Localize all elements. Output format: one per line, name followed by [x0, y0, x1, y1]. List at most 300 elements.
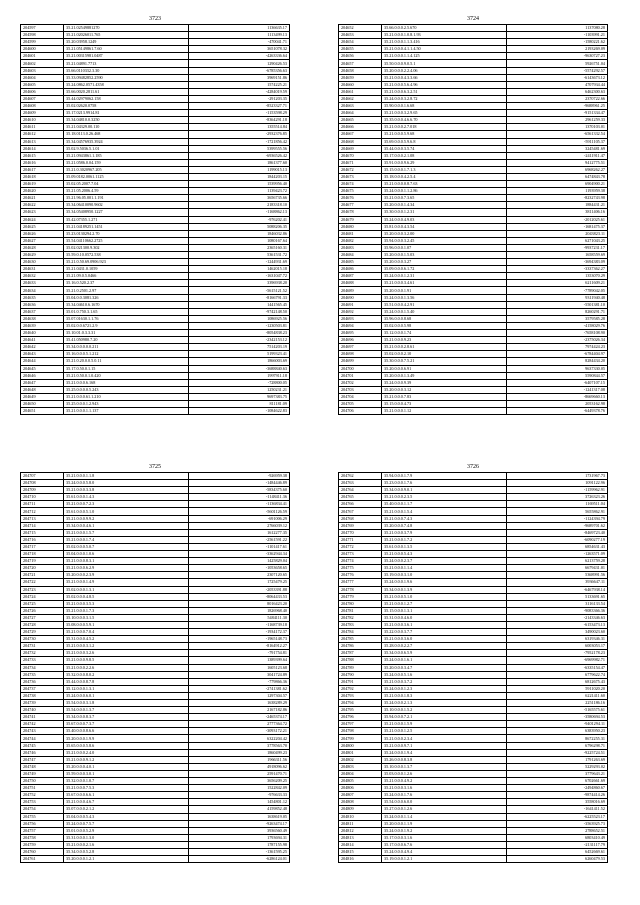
- table-row: [339, 529, 608, 536]
- amount-cell: -8164912.27: [189, 643, 290, 650]
- code-cell: 35.25.0.0.0.1.2.943: [64, 400, 189, 407]
- table-row: [339, 756, 608, 763]
- code-cell: 35.20.0.0.0.1.4.34: [382, 202, 507, 209]
- table-row: [21, 707, 290, 714]
- table-row: [21, 678, 290, 685]
- table-row: [339, 159, 608, 166]
- code-cell: 35.66.0020.2811.61: [64, 88, 189, 95]
- row-id-cell: 204800: [339, 742, 382, 749]
- row-id-cell: 204705: [339, 400, 382, 407]
- amount-cell: -791754.81: [189, 650, 290, 657]
- code-cell: 35.24.0.0.0.1.9.6: [382, 579, 507, 586]
- code-cell: 35.02.02620.0758: [64, 103, 189, 110]
- table-row: [339, 515, 608, 522]
- table-row: [21, 806, 290, 813]
- table-row: [339, 216, 608, 223]
- table-row: [21, 593, 290, 600]
- row-id-cell: 204784: [339, 629, 382, 636]
- code-cell: 35.20.0.0.0.1.9.9: [64, 735, 189, 742]
- code-cell: 35.61.0.0.0.1.3.5: [382, 543, 507, 550]
- amount-cell: 6260479.53: [507, 856, 608, 863]
- code-cell: 35.24.0.0.0.1.1.4: [382, 813, 507, 820]
- code-cell: 35.34.04576935.3924: [64, 138, 189, 145]
- table-row: [339, 25, 608, 32]
- amount-cell: -3093172.21: [189, 728, 290, 735]
- table-row: [339, 551, 608, 558]
- code-cell: 35.24.0.0.0.2.3.7: [382, 558, 507, 565]
- code-cell: 35.24.0.0.0.9.39: [382, 379, 507, 386]
- table-row: [21, 621, 290, 628]
- table-row: [339, 543, 608, 550]
- code-cell: 35.21.0.0.0.1.2.5: [382, 728, 507, 735]
- table-row: [21, 572, 290, 579]
- code-cell: 35.15.0.0.0.1.3.1: [382, 607, 507, 614]
- table-row: [21, 46, 290, 53]
- row-id-cell: 204618: [21, 173, 64, 180]
- row-id-cell: 204787: [339, 650, 382, 657]
- row-id-cell: 204803: [339, 763, 382, 770]
- amount-cell: 6968262.27: [507, 166, 608, 173]
- table-row: [21, 742, 290, 749]
- amount-cell: 1290426.53: [189, 60, 290, 67]
- amount-cell: -6785356.63: [189, 67, 290, 74]
- code-cell: 35.21.0.0.0.1.7.2: [382, 536, 507, 543]
- row-id-cell: 204702: [339, 379, 382, 386]
- amount-cell: -6449378.76: [507, 408, 608, 415]
- row-id-cell: 204657: [339, 60, 382, 67]
- table-row: [21, 756, 290, 763]
- amount-cell: 1080167.64: [189, 237, 290, 244]
- code-cell: 35.20.0.0.0.3.12: [382, 386, 507, 393]
- code-cell: 35.50.0.0.0.9.0.5.1: [382, 60, 507, 67]
- row-id-cell: 204755: [21, 813, 64, 820]
- row-id-cell: 204690: [339, 294, 382, 301]
- code-cell: 35.21.0.0.0.7.3.65: [382, 195, 507, 202]
- amount-cell: -6335154.47: [507, 664, 608, 671]
- amount-cell: -7952178.23: [507, 650, 608, 657]
- table-row: [21, 266, 290, 273]
- row-id-cell: 204644: [21, 358, 64, 365]
- row-id-cell: 204792: [339, 685, 382, 692]
- table-row: [21, 501, 290, 508]
- row-id-cell: 204779: [339, 593, 382, 600]
- row-id-cell: 204669: [339, 145, 382, 152]
- code-cell: 35.20.0.0.0.1.91: [382, 287, 507, 294]
- row-id-cell: 204791: [339, 678, 382, 685]
- code-cell: 35.35.0.0.0.4.6.6.70: [382, 117, 507, 124]
- row-id-cell: 204809: [339, 806, 382, 813]
- table-row: [21, 60, 290, 67]
- amount-cell: 5088206.35: [189, 223, 290, 230]
- code-cell: 35.20.0.0.0.3.27: [382, 259, 507, 266]
- table-row: [21, 117, 290, 124]
- amount-cell: 6221411.60: [507, 692, 608, 699]
- amount-cell: -1159962.91: [507, 487, 608, 494]
- table-row: [21, 586, 290, 593]
- row-id-cell: 204698: [339, 351, 382, 358]
- table-row: [339, 74, 608, 81]
- table-row: [339, 792, 608, 799]
- amount-cell: 5361531.72: [189, 252, 290, 259]
- code-cell: 35.24.0.0.0.1.3.56: [382, 294, 507, 301]
- code-cell: 35.21.0.0.0.5.9.68: [382, 131, 507, 138]
- code-cell: 35.21.04891.7713: [64, 60, 189, 67]
- code-cell: 35.08.0.0.0.5.9.1: [64, 621, 189, 628]
- row-id-cell: 204646: [21, 372, 64, 379]
- amount-cell: 1250231.21: [189, 386, 290, 393]
- code-cell: 35.16.0.0.0.5.1.212: [64, 351, 189, 358]
- row-id-cell: 204612: [21, 131, 64, 138]
- amount-cell: -5574292.57: [507, 67, 608, 74]
- code-cell: 35.21.0.0.0.7.83: [382, 393, 507, 400]
- amount-cell: -8064433.53: [189, 593, 290, 600]
- table-row: [339, 558, 608, 565]
- code-cell: 35.33.09482852.2590: [64, 74, 189, 81]
- row-id-cell: 204598: [21, 32, 64, 39]
- table-row: [21, 522, 290, 529]
- code-cell: 35.15.0.0.0.4.73: [382, 400, 507, 407]
- amount-cell: 1139423.72: [189, 188, 290, 195]
- code-cell: 35.04.0.0.3081.326: [64, 294, 189, 301]
- amount-cell: -8669660.13: [507, 393, 608, 400]
- table-row: [339, 344, 608, 351]
- amount-cell: -1263571.09: [507, 551, 608, 558]
- code-cell: 35.21.0.0.0.3.3.8: [64, 487, 189, 494]
- amount-cell: 3579585.28: [507, 315, 608, 322]
- row-id-cell: 204695: [339, 330, 382, 337]
- table-row: [21, 223, 290, 230]
- row-id-cell: 204663: [339, 103, 382, 110]
- row-id-cell: 204815: [339, 848, 382, 855]
- table-row: [21, 244, 290, 251]
- code-cell: 35.24.0.0.0.1.9.2: [382, 827, 507, 834]
- row-id-cell: 204672: [339, 166, 382, 173]
- amount-cell: -2411911.47: [507, 152, 608, 159]
- table-row: [21, 110, 290, 117]
- table-row: [21, 124, 290, 131]
- amount-cell: -2053391.88: [189, 586, 290, 593]
- row-id-cell: 204812: [339, 827, 382, 834]
- code-cell: 35.21.0.0.0.1.5.4: [382, 508, 507, 515]
- row-id-cell: 204724: [21, 593, 64, 600]
- row-id-cell: 204668: [339, 138, 382, 145]
- amount-cell: 1136635.17: [189, 25, 290, 32]
- code-cell: 35.21.02549881270: [64, 25, 189, 32]
- table-row: [21, 529, 290, 536]
- row-id-cell: 204597: [21, 25, 64, 32]
- row-id-cell: 204794: [339, 700, 382, 707]
- table-row: [21, 32, 290, 39]
- row-id-cell: 204731: [21, 643, 64, 650]
- amount-cell: -1484446.89: [189, 480, 290, 487]
- table-row: [339, 386, 608, 393]
- table-row: [21, 67, 290, 74]
- amount-cell: -1136834.41: [189, 501, 290, 508]
- code-cell: 35.21.0.0.0.1.5.7: [64, 529, 189, 536]
- table-row: [339, 202, 608, 209]
- amount-cell: 1725479.25: [189, 579, 290, 586]
- row-id-cell: 204745: [21, 742, 64, 749]
- row-id-cell: 204620: [21, 188, 64, 195]
- code-cell: 35.21.0.0.0.3.6.1: [382, 621, 507, 628]
- table-row: [339, 735, 608, 742]
- row-id-cell: 204795: [339, 707, 382, 714]
- row-id-cell: 204677: [339, 202, 382, 209]
- code-cell: 35.21.04329.00.110: [64, 124, 189, 131]
- row-id-cell: 204654: [339, 39, 382, 46]
- row-id-cell: 204611: [21, 124, 64, 131]
- amount-cell: -8469723.40: [507, 529, 608, 536]
- code-cell: 35.23.0.0.0.1.7.6: [382, 480, 507, 487]
- amount-cell: -6286124.01: [189, 856, 290, 863]
- table-row: [339, 266, 608, 273]
- code-cell: 35.20.0.0.0.3.4.7: [382, 664, 507, 671]
- table-row: [21, 473, 290, 480]
- table-row: [339, 372, 608, 379]
- code-cell: 35.34.05408950.1227: [64, 209, 189, 216]
- code-cell: 35.26.0.0.0.8.3.8: [382, 756, 507, 763]
- code-cell: 35.30.0.0.0.1.2.31: [382, 209, 507, 216]
- code-cell: 35.21.0943861.1.185: [64, 152, 189, 159]
- table-row: [339, 32, 608, 39]
- table-row: [21, 848, 290, 855]
- table-row: [339, 188, 608, 195]
- row-id-cell: 204804: [339, 770, 382, 777]
- amount-cell: 5229293.02: [507, 763, 608, 770]
- code-cell: 35.21.0.0.0.7.0.4: [64, 629, 189, 636]
- code-cell: 35.21.0.0.0.8.3.1: [64, 558, 189, 565]
- code-cell: 35.44.02979062.158: [64, 95, 189, 102]
- amount-cell: 1860499.23: [189, 749, 290, 756]
- row-id-cell: 204631: [21, 266, 64, 273]
- table-row: [21, 379, 290, 386]
- row-id-cell: 204660: [339, 81, 382, 88]
- row-id-cell: 204767: [339, 508, 382, 515]
- table-row: [339, 586, 608, 593]
- code-cell: 35.31.0.0.0.4.6.0: [382, 614, 507, 621]
- code-cell: 35.34.0.0.0.8.3.7: [64, 714, 189, 721]
- table-row: [339, 614, 608, 621]
- row-id-cell: 204801: [339, 749, 382, 756]
- code-cell: 35.21.0.0.0.5.1.0: [382, 593, 507, 600]
- code-cell: 35.32.0.0.0.1.0.7: [64, 778, 189, 785]
- amount-cell: 6779622.74: [507, 671, 608, 678]
- amount-cell: -2465374.17: [189, 714, 290, 721]
- row-id-cell: 204761: [21, 856, 64, 863]
- code-cell: 35.34.06410090.9602: [64, 202, 189, 209]
- table-row: [339, 565, 608, 572]
- amount-cell: 6319346.31: [507, 636, 608, 643]
- amount-cell: 2193269.09: [507, 46, 608, 53]
- table-row: [21, 671, 290, 678]
- amount-cell: 5199323.41: [189, 351, 290, 358]
- row-id-cell: 204748: [21, 763, 64, 770]
- amount-cell: 5368991.56: [507, 572, 608, 579]
- amount-cell: -2932376.85: [189, 131, 290, 138]
- table-row: [21, 386, 290, 393]
- amount-cell: -3580694.53: [507, 714, 608, 721]
- row-id-cell: 204752: [21, 792, 64, 799]
- data-table: [338, 472, 608, 863]
- amount-cell: 2777364.72: [189, 721, 290, 728]
- row-id-cell: 204717: [21, 543, 64, 550]
- code-cell: 35.61.0.0.0.1.4.3: [64, 494, 189, 501]
- code-cell: 35.22.0.0.0.3.7.7: [382, 629, 507, 636]
- code-cell: 35.20.03958.1249: [64, 39, 189, 46]
- row-id-cell: 204680: [339, 223, 382, 230]
- table-row: [339, 841, 608, 848]
- table-row: [21, 39, 290, 46]
- code-cell: 35.21.0586.0.04.159: [64, 159, 189, 166]
- page-number: 3723: [149, 16, 161, 22]
- table-row: [339, 522, 608, 529]
- amount-cell: 6803410.49: [507, 834, 608, 841]
- code-cell: 35.01.0.0.0.5.2.9: [64, 827, 189, 834]
- table-row: [21, 351, 290, 358]
- row-id-cell: 204687: [339, 273, 382, 280]
- code-cell: 35.21.0.0.0.9.1.2: [64, 756, 189, 763]
- table-row: [21, 372, 290, 379]
- table-row: [339, 39, 608, 46]
- row-id-cell: 204744: [21, 735, 64, 742]
- amount-cell: 6271043.25: [507, 237, 608, 244]
- row-id-cell: 204749: [21, 770, 64, 777]
- amount-cell: -3694383.09: [507, 259, 608, 266]
- code-cell: 35.07.0.0.0.2.1.2: [64, 806, 189, 813]
- row-id-cell: 204753: [21, 799, 64, 806]
- row-id-cell: 204599: [21, 39, 64, 46]
- table-row: [21, 259, 290, 266]
- row-id-cell: 204729: [21, 629, 64, 636]
- row-id-cell: 204739: [21, 700, 64, 707]
- row-id-cell: 204776: [339, 572, 382, 579]
- code-cell: 35.21.0.0.0.2.4.0: [64, 749, 189, 756]
- row-id-cell: 204743: [21, 728, 64, 735]
- table-row: [21, 145, 290, 152]
- table-row: [339, 714, 608, 721]
- row-id-cell: 204629: [21, 252, 64, 259]
- code-cell: 35.20.0.0.0.3.2.00: [382, 230, 507, 237]
- amount-cell: 3558016.69: [507, 799, 608, 806]
- table-row: [21, 536, 290, 543]
- row-id-cell: 204799: [339, 735, 382, 742]
- table-row: [339, 173, 608, 180]
- row-id-cell: 204600: [21, 46, 64, 53]
- amount-cell: -5615121.52: [189, 287, 290, 294]
- code-cell: 35.20.0.0.0.7.4.8: [382, 522, 507, 529]
- amount-cell: -5911105.37: [507, 138, 608, 145]
- code-cell: 35.30.0.0.0.7.5.21: [382, 358, 507, 365]
- amount-cell: 1826968.40: [189, 607, 290, 614]
- code-cell: 35.21.0.0.0.1.4.9: [64, 579, 189, 586]
- code-cell: 35.21.0.0.0.6.2.9: [64, 565, 189, 572]
- amount-cell: -4158029.76: [507, 322, 608, 329]
- amount-cell: 2307120.65: [189, 572, 290, 579]
- row-id-cell: 204701: [339, 372, 382, 379]
- code-cell: 35.19.0.0.0.1.2.1: [382, 856, 507, 863]
- table-row: [339, 721, 608, 728]
- amount-cell: 1793694.31: [189, 834, 290, 841]
- row-id-cell: 204757: [21, 827, 64, 834]
- code-cell: 35.24.0.0.0.1.2.3: [382, 685, 507, 692]
- row-id-cell: 204775: [339, 565, 382, 572]
- table-row: [339, 643, 608, 650]
- amount-cell: 1199015.13: [189, 166, 290, 173]
- table-row: [339, 678, 608, 685]
- amount-cell: -6407107.15: [507, 379, 608, 386]
- table-row: [339, 657, 608, 664]
- row-id-cell: 204750: [21, 778, 64, 785]
- table-row: [339, 365, 608, 372]
- amount-cell: 1791263.69: [507, 756, 608, 763]
- code-cell: 35.21.0.50.69.0906.923: [64, 259, 189, 266]
- code-cell: 35.20.0.0.0.2.2.4.06: [382, 67, 507, 74]
- code-cell: 35.27.0.0.0.1.2.6: [382, 806, 507, 813]
- amount-cell: 1844203.15: [189, 173, 290, 180]
- table-row: [339, 46, 608, 53]
- code-cell: 35.34.04610.6.1670: [64, 301, 189, 308]
- amount-cell: 1522842.09: [189, 785, 290, 792]
- amount-cell: -6467938.14: [507, 586, 608, 593]
- row-id-cell: 204721: [21, 572, 64, 579]
- table-row: [339, 393, 608, 400]
- amount-cell: 8260291.71: [507, 308, 608, 315]
- code-cell: 35.21.0.0.0.3.4.61: [382, 280, 507, 287]
- amount-cell: 5911020.20: [507, 685, 608, 692]
- code-cell: 35.90.0.0.0.1.6.68: [382, 103, 507, 110]
- code-cell: 35.67.0.0.0.6.6.1: [64, 792, 189, 799]
- table-row: [21, 820, 290, 827]
- code-cell: 35.21.0.0.0.7.5.3: [64, 785, 189, 792]
- row-id-cell: 204741: [21, 714, 64, 721]
- code-cell: 35.01.0.750.3.1.65: [64, 308, 189, 315]
- row-id-cell: 204763: [339, 480, 382, 487]
- amount-cell: 1454801.12: [189, 799, 290, 806]
- table-row: [21, 88, 290, 95]
- amount-cell: 1997911.18: [189, 372, 290, 379]
- code-cell: 35.21.0.0.0.2.1.6: [64, 841, 189, 848]
- row-id-cell: 204635: [21, 294, 64, 301]
- amount-cell: -9874414.26: [507, 792, 608, 799]
- amount-cell: -2143346.63: [507, 614, 608, 621]
- table-row: [21, 400, 290, 407]
- table-row: [339, 351, 608, 358]
- code-cell: 35.21.0.0.0.0.8.7.63: [382, 181, 507, 188]
- row-id-cell: 204602: [21, 60, 64, 67]
- table-block-2: [338, 14, 608, 415]
- table-row: [339, 337, 608, 344]
- amount-cell: 8672255.31: [507, 735, 608, 742]
- table-row: [339, 230, 608, 237]
- code-cell: 35.21.0.0.0.4.1.1.4.50: [382, 46, 507, 53]
- table-row: [21, 294, 290, 301]
- amount-cell: -6561332.54: [507, 131, 608, 138]
- amount-cell: 3651078.32: [189, 46, 290, 53]
- code-cell: 35.21.0.0.0.9.7.1: [382, 742, 507, 749]
- table-row: [21, 487, 290, 494]
- code-cell: 35.20.0.0.0.1.1.9: [382, 820, 507, 827]
- amount-cell: 4707934.44: [507, 81, 608, 88]
- code-cell: 35.21.0.0.0.1.5.9: [382, 721, 507, 728]
- amount-cell: -926959.38: [189, 473, 290, 480]
- amount-cell: -6784404.97: [507, 351, 608, 358]
- table-row: [21, 714, 290, 721]
- amount-cell: 3116133.54: [507, 600, 608, 607]
- code-cell: 35.21.0.0.0.1.7.3: [64, 607, 189, 614]
- amount-cell: 2788652.51: [507, 827, 608, 834]
- table-row: [21, 308, 290, 315]
- code-cell: 35.21.0.0.0.3.6.0: [382, 636, 507, 643]
